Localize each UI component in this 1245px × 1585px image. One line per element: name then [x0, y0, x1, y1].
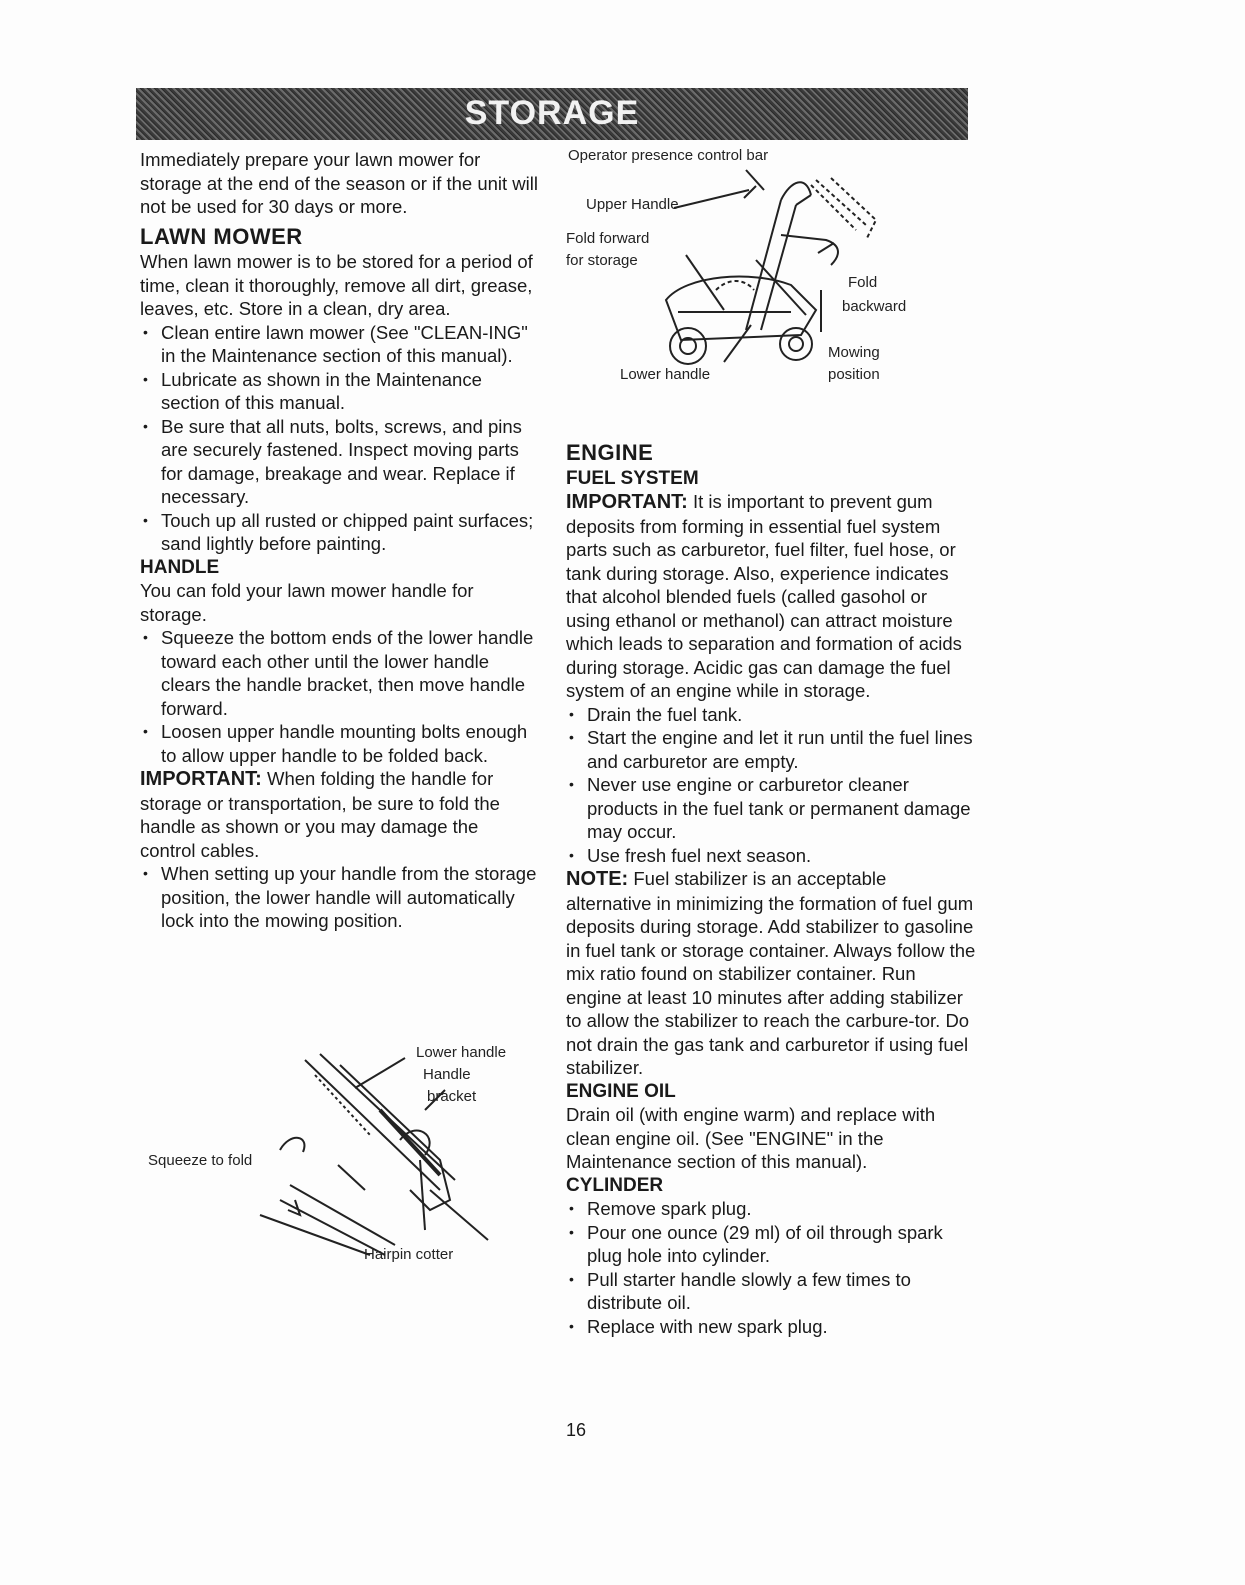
fold-backward-label-1: Fold — [848, 274, 878, 291]
lawn-mower-heading: LAWN MOWER — [140, 223, 303, 249]
fuel-note — [566, 867, 976, 1080]
list-item: • Touch up all rusted or chipped paint surfaces; sand lightly before painting. — [140, 509, 538, 556]
list-item: • Use fresh fuel next season. — [566, 844, 976, 868]
fuel-system-heading: FUEL SYSTEM — [566, 467, 699, 489]
handle-list-2 — [140, 862, 538, 933]
fold-forward-label-1: Fold forward — [566, 230, 650, 247]
handle-paragraph: You can fold your lawn mower handle for storage. — [140, 580, 474, 625]
important-label: IMPORTANT: — [140, 768, 262, 790]
intro-paragraph: Immediately prepare your lawn mower for storage at the end of the season or if the unit will not be used for 30 days or more. — [140, 149, 538, 217]
list-item: • Pour one ounce (29 ml) of oil through spark plug hole into cylinder. — [566, 1221, 976, 1268]
mower-illustration — [566, 150, 966, 390]
section-title: STORAGE — [464, 94, 640, 132]
fuel-important — [566, 490, 976, 703]
mowing-position-label-1: Mowing — [828, 344, 880, 361]
list-item: • Never use engine or carburetor cleaner products in the fuel tank or permanent damage may occur. — [566, 773, 976, 844]
page-number: 16 — [566, 1420, 587, 1440]
engine-oil-heading: ENGINE OIL — [566, 1080, 676, 1102]
lower-handle-mower-label: Lower handle — [620, 366, 711, 383]
engine-oil-paragraph: Drain oil (with engine warm) and replace with clean engine oil. (See "ENGINE" in the Maintenance section of this manual). — [566, 1104, 936, 1172]
list-item: • Remove spark plug. — [566, 1197, 976, 1221]
list-item: • When setting up your handle from the storage position, the lower handle will automatically lock into the mowing position. — [140, 862, 538, 933]
handle-bracket-label-2: bracket — [427, 1088, 477, 1105]
section-banner — [136, 88, 968, 140]
right-column — [566, 435, 976, 1338]
cylinder-list — [566, 1197, 976, 1338]
list-item: • Lubricate as shown in the Maintenance section of this manual. — [140, 368, 538, 415]
left-column — [140, 148, 538, 933]
fuel-list — [566, 703, 976, 868]
important-text: It is important to prevent gum deposits from forming in essential fuel system parts such as carburetor, fuel filter, fuel hose, or tank during storage. Also, experience indicates that alcohol blended fuels (called gasohol or using ethanol or methanol) can attract moisture which leads to separation and formation of acids during storage. Acidic gas can damage the fuel system of an engine while in storage. — [566, 491, 962, 701]
list-item: • Be sure that all nuts, bolts, screws, and pins are securely fastened. Inspect moving parts for damage, breakage and wear. Replace if necessary. — [140, 415, 538, 509]
list-item: • Squeeze the bottom ends of the lower handle toward each other until the lower handle clears the handle bracket, then move handle forward. — [140, 626, 538, 720]
handle-list — [140, 626, 538, 767]
list-item: • Clean entire lawn mower (See "CLEAN-ING" in the Maintenance section of this manual). — [140, 321, 538, 368]
important-text: When folding the handle for storage or transportation, be sure to fold the handle as shown or you may damage the control cables. — [140, 768, 500, 861]
handle-important — [140, 767, 538, 862]
note-label: NOTE: — [566, 868, 629, 890]
fold-backward-label-2: backward — [842, 298, 907, 315]
list-item: • Drain the fuel tank. — [566, 703, 976, 727]
list-item: • Replace with new spark plug. — [566, 1315, 976, 1339]
lawn-mower-paragraph: When lawn mower is to be stored for a period of time, clean it thoroughly, remove all dirt, grease, leaves, etc. Store in a clean, dry area. — [140, 251, 533, 319]
squeeze-to-fold-label: Squeeze to fold — [148, 1152, 253, 1169]
upper-handle-label: Upper Handle — [586, 196, 679, 213]
handle-heading: HANDLE — [140, 556, 220, 578]
handle-bracket-label-1: Handle — [423, 1066, 471, 1083]
cylinder-heading: CYLINDER — [566, 1174, 664, 1196]
lawn-mower-list — [140, 321, 538, 556]
handle-bracket-figure — [140, 1040, 540, 1280]
fold-forward-label-2: for storage — [566, 252, 638, 269]
note-text: Fuel stabilizer is an acceptable alternative in minimizing the formation of fuel gum deposits during storage. Add stabilizer to gasoline in fuel tank or storage container. Always follow the mix ratio found on stabilizer container. Run engine at least 10 minutes after adding stabilizer to allow the stabilizer to reach the carbure-tor. Do not drain the gas tank and carburetor if using fuel stabilizer. — [566, 868, 976, 1078]
hairpin-cotter-label: Hairpin cotter — [364, 1246, 454, 1263]
lower-handle-label: Lower handle — [416, 1044, 507, 1061]
mower-figure — [566, 147, 966, 390]
important-label: IMPORTANT: — [566, 491, 688, 513]
engine-heading: ENGINE — [566, 440, 654, 465]
list-item: • Loosen upper handle mounting bolts enough to allow upper handle to be folded back. — [140, 720, 538, 767]
list-item: • Start the engine and let it run until the fuel lines and carburetor are empty. — [566, 726, 976, 773]
operator-bar-label: Operator presence control bar — [568, 147, 769, 164]
mowing-position-label-2: position — [828, 366, 880, 383]
list-item: • Pull starter handle slowly a few times to distribute oil. — [566, 1268, 976, 1315]
